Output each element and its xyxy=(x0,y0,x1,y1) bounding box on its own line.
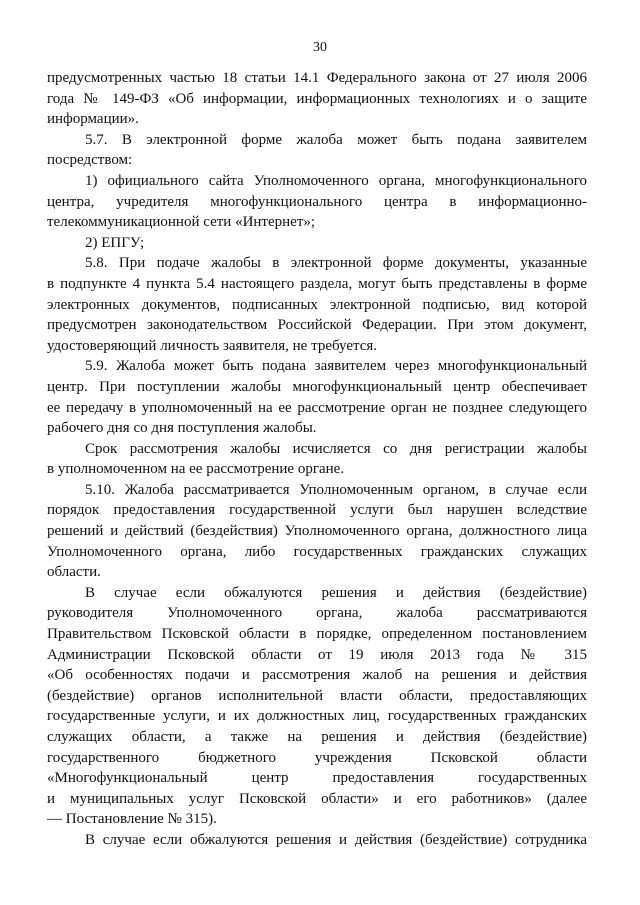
text-line: В случае если обжалуются решения и действия (бездействие) сотрудника xyxy=(85,831,587,848)
text-line: области. xyxy=(47,564,101,581)
text-line: руководителя Уполномоченного органа, жалоба рассматриваются xyxy=(47,605,587,622)
text-line: удостоверяющий личность заявителя, не требуется. xyxy=(47,337,378,354)
text-line: 5.9. Жалоба может быть подана заявителем через многофункциональный xyxy=(85,358,587,375)
paragraph-5-7 xyxy=(47,130,587,171)
document-body xyxy=(47,68,587,851)
paragraph-5-10 xyxy=(47,480,587,583)
text-line: В случае если обжалуются решения и действия (бездействие) xyxy=(85,584,587,601)
text-line: решений и действий (бездействия) Уполномоченного органа, должностного лица xyxy=(47,523,587,540)
text-line: информации». xyxy=(47,111,139,128)
text-line: порядок предоставления государственной услуги был нарушен вследствие xyxy=(47,502,587,519)
paragraph-review-period xyxy=(47,439,587,480)
text-line: служащих области, а также на решения и действия (бездействие) xyxy=(47,729,587,745)
text-line: ее передачу в уполномоченный на ее рассмотрение орган не позднее следующего xyxy=(47,399,587,416)
list-item-epgu xyxy=(47,233,587,254)
text-line: центр. При поступлении жалобы многофункциональный центр обеспечивает xyxy=(47,378,587,395)
text-line: Правительством Псковской области в порядке, определенном постановлением xyxy=(47,626,587,643)
text-line: государственного бюджетного учреждения Псковской области xyxy=(47,749,587,766)
paragraph-head-appeal xyxy=(47,583,587,830)
text-line: Администрации Псковской области от 19 июля 2013 года № 315 xyxy=(47,646,587,663)
text-line: «Многофункциональный центр предоставления государственных xyxy=(47,770,587,787)
text-line: в уполномоченном на ее рассмотрение органе. xyxy=(47,461,345,478)
text-line: — Постановление № 315). xyxy=(47,811,217,828)
text-line: рабочего дня со дня поступления жалобы. xyxy=(47,420,317,437)
paragraph-5-9 xyxy=(47,356,587,438)
text-line: предусмотрен законодательством Российской Федерации. При этом документ, xyxy=(47,317,587,334)
text-line: (бездействие) органов исполнительной власти области, предоставляющих xyxy=(47,687,587,704)
text-line: 5.8. При подаче жалобы в электронной форме документы, указанные xyxy=(85,255,587,272)
text-line: центра, учредителя многофункционального центра в информационно- xyxy=(47,193,587,210)
text-line: Уполномоченного органа, либо государственных гражданских служащих xyxy=(47,543,587,560)
text-line: предусмотренных частью 18 статьи 14.1 Федерального закона от 27 июля 2006 xyxy=(47,70,587,86)
text-line: 5.7. В электронной форме жалоба может быть подана заявителем xyxy=(85,131,587,148)
page-number: 30 xyxy=(313,40,327,55)
text-line: Срок рассмотрения жалобы исчисляется со дня регистрации жалобы xyxy=(85,440,587,457)
text-line: электронных документов, подписанных электронной подписью, вид которой xyxy=(47,296,587,313)
text-line: телекоммуникационной сети «Интернет»; xyxy=(47,214,316,231)
text-line: «Об особенностях подачи и рассмотрения жалоб на решения и действия xyxy=(47,667,587,684)
text-line: государственные услуги, и их должностных лиц, государственных гражданских xyxy=(47,708,587,725)
paragraph-law-reference xyxy=(47,68,587,130)
text-line: в подпункте 4 пункта 5.4 настоящего раздела, могут быть представлены в форме xyxy=(47,275,587,292)
paragraph-employee-appeal xyxy=(47,830,587,851)
text-line: 1) официального сайта Уполномоченного органа, многофункционального xyxy=(85,172,587,189)
text-line: 5.10. Жалоба рассматривается Уполномоченным органом, в случае если xyxy=(85,481,587,498)
text-line: 2) ЕПГУ; xyxy=(85,234,145,251)
text-line: посредством: xyxy=(47,152,133,169)
text-line: и муниципальных услуг Псковской области» и его работников» (далее xyxy=(47,790,587,807)
list-item-official-site xyxy=(47,171,587,233)
paragraph-5-8 xyxy=(47,253,587,356)
text-line: года № 149-ФЗ «Об информации, информационных технологиях и о защите xyxy=(47,90,587,107)
